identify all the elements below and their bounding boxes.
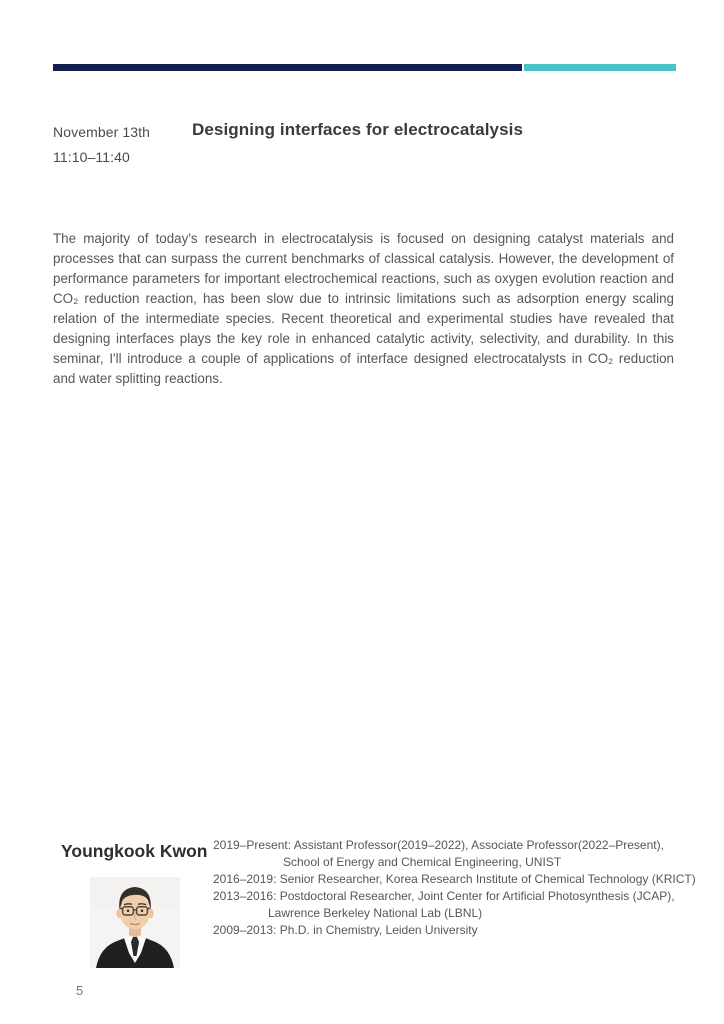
speaker-bio	[213, 837, 696, 939]
bio-line: 2019–Present: Assistant Professor(2019–2022), Associate Professor(2022–Present),	[213, 838, 664, 852]
bio-line: School of Energy and Chemical Engineering, UNIST	[283, 855, 562, 869]
page-number: 5	[76, 983, 84, 998]
bio-line: 2009–2013: Ph.D. in Chemistry, Leiden University	[213, 923, 478, 937]
session-time: 11:10–11:40	[53, 148, 130, 165]
speaker-name: Youngkook Kwon	[61, 841, 208, 861]
accent-rule-teal-segment	[524, 64, 676, 71]
speaker-portrait-photo	[90, 877, 180, 968]
abstract-text: The majority of today's research in electrocatalysis is focused on designing catalyst materials and processes that can surpass the current benchmarks of classical catalysis. However, the development of performance parameters for important electrochemical reactions, such as oxygen evolution reaction and CO₂ reduction reaction, has been slow due to intrinsic limitations such as adsorption energy scaling relation of the intermediate species. Recent theoretical and experimental studies have revealed that designing interfaces plays the key role in enhanced catalytic activity, selectivity, and durability. In this seminar, I'll introduce a couple of applications of interface designed electrocatalysts in CO₂ reduction and water splitting reactions.	[53, 231, 674, 386]
session-date: November 13th	[53, 124, 151, 140]
session-datetime	[53, 120, 150, 169]
bio-line: 2016–2019: Senior Researcher, Korea Research Institute of Chemical Technology (KRICT)	[213, 872, 696, 886]
bio-line: Lawrence Berkeley National Lab (LBNL)	[268, 906, 483, 920]
accent-rule	[53, 64, 676, 71]
accent-rule-navy-segment	[53, 64, 522, 71]
bio-line: 2013–2016: Postdoctoral Researcher, Joint Center for Artificial Photosynthesis (JCAP),	[213, 889, 675, 903]
speaker-portrait-illustration	[90, 877, 180, 968]
session-title: Designing interfaces for electrocatalysis	[192, 120, 524, 139]
